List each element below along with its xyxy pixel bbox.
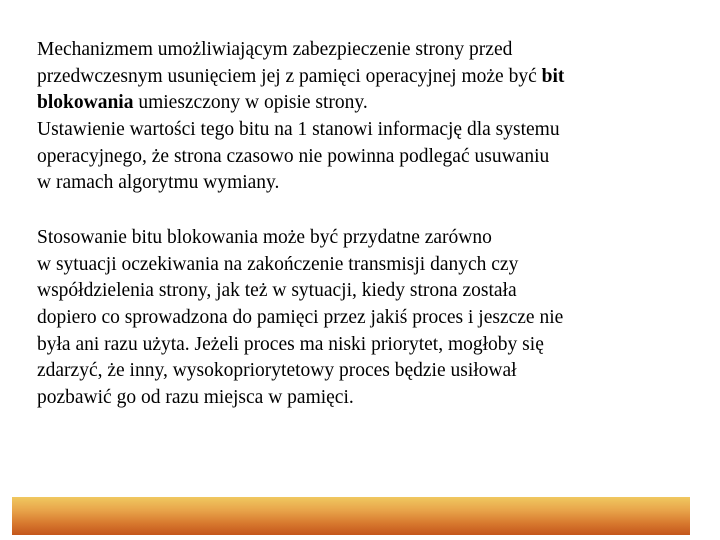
text-line: współdzielenia strony, jak też w sytuacji, kiedy strona została [37, 280, 517, 302]
text-line: pozbawić go od razu miejsca w pamięci. [37, 387, 354, 409]
text-line: Ustawienie wartości tego bitu na 1 stanowi informację dla systemu [37, 119, 560, 141]
text-line: w sytuacji oczekiwania na zakończenie transmisji danych czy [37, 253, 519, 275]
text-line [37, 64, 707, 91]
bold-term: bit [541, 65, 565, 87]
paragraph-lock-bit-usage [37, 225, 707, 412]
text-line: zdarzyć, że inny, wysokopriorytetowy proces będzie usiłował [37, 360, 517, 382]
text-line: była ani razu użyta. Jeżeli proces ma niski priorytet, mogłoby się [37, 333, 544, 355]
text-line: operacyjnego, że strona czasowo nie powinna podlegać usuwaniu [37, 145, 550, 167]
text-line: w ramach algorytmu wymiany. [37, 172, 280, 194]
footer-gradient-bar [12, 497, 690, 535]
text-line: dopiero co sprowadzona do pamięci przez jakiś proces i jeszcze nie [37, 307, 564, 329]
bold-term: blokowania [37, 92, 134, 114]
text-line: Stosowanie bitu blokowania może być przydatne zarówno [37, 227, 492, 248]
text-segment: umieszczony w opisie strony. [133, 92, 368, 114]
text-line: Mechanizmem umożliwiającym zabezpieczenie strony przed [37, 39, 513, 60]
text-segment: przedwczesnym usunięciem jej z pamięci operacyjnej może być [37, 65, 542, 87]
text-line [37, 90, 707, 117]
paragraph-page-locking-mechanism [37, 37, 707, 197]
